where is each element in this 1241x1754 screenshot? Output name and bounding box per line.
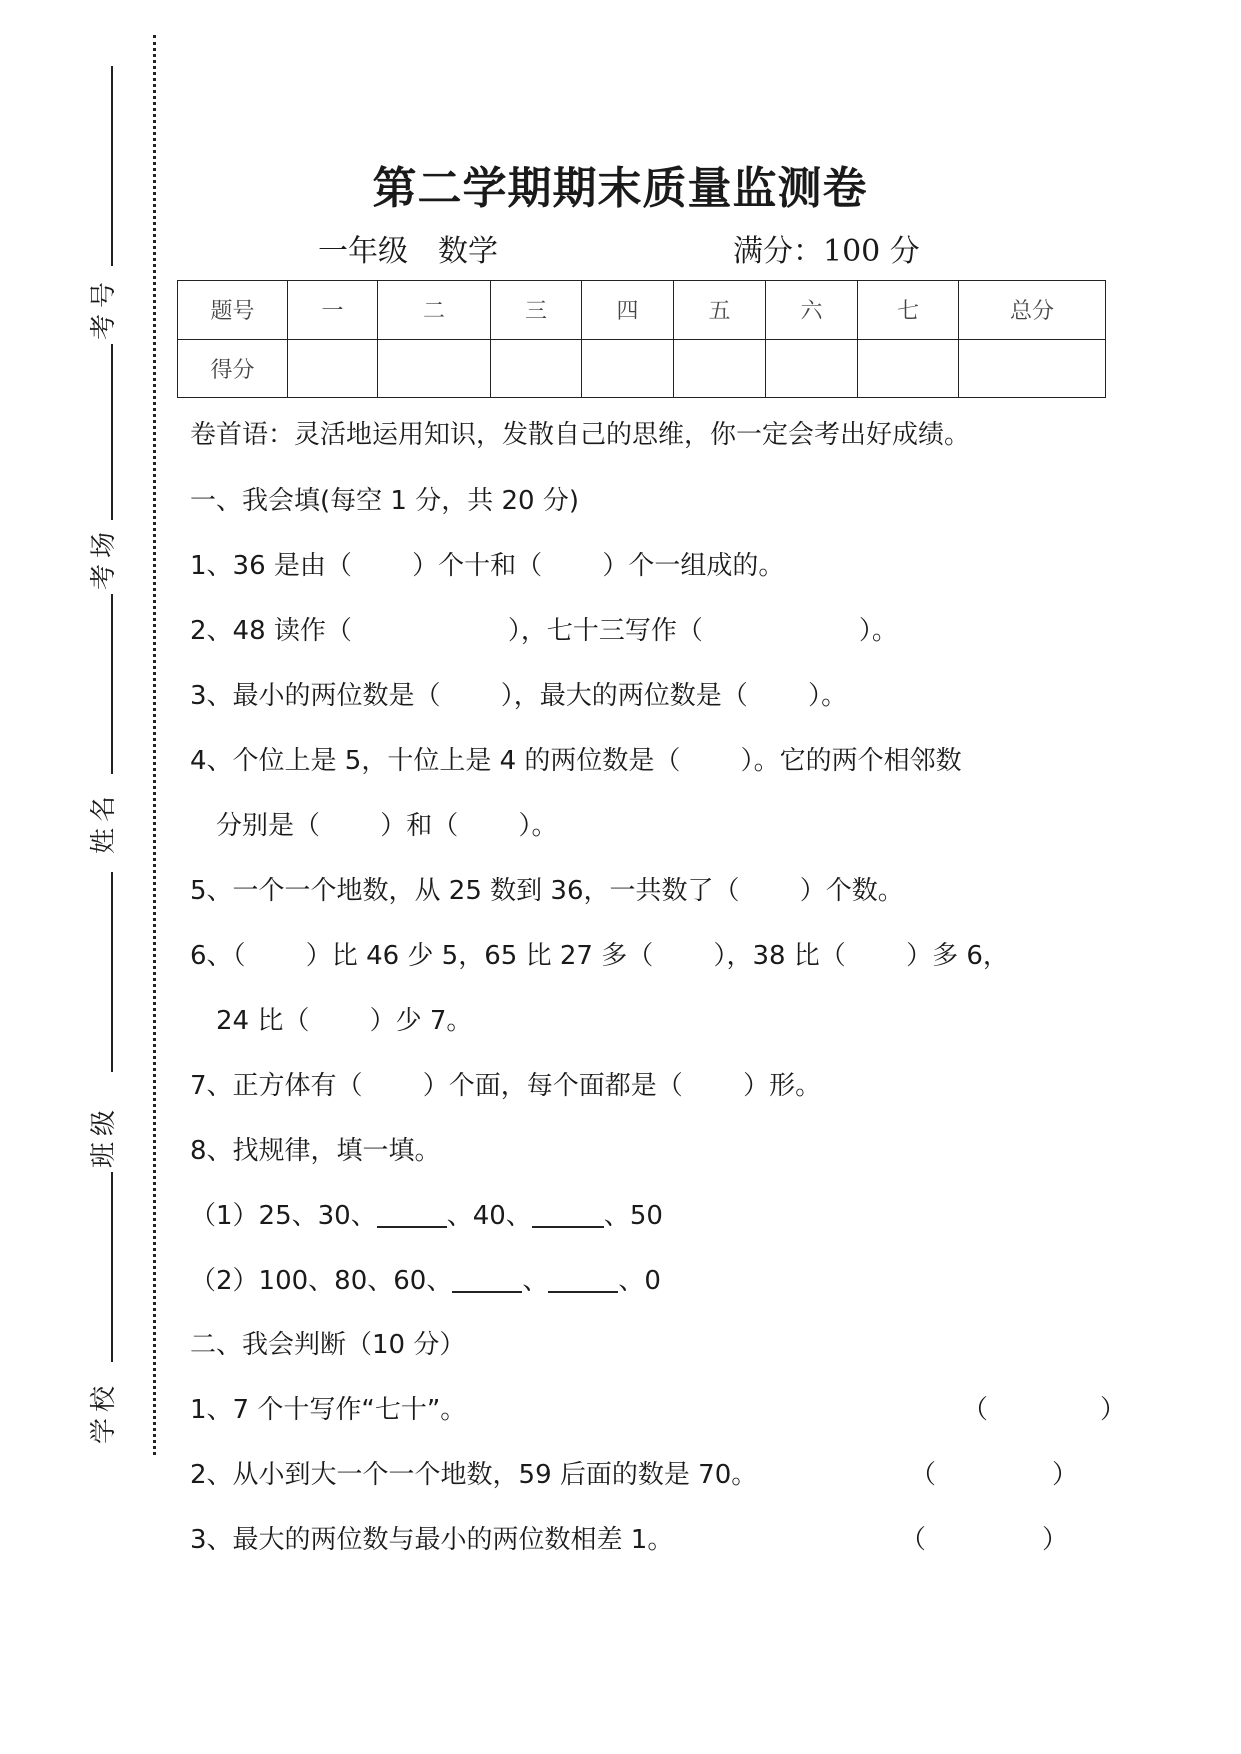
- pattern-2-suffix: 、0: [618, 1266, 661, 1296]
- s1-question-1: 1、36 是由（ ）个十和（ ）个一组成的。: [190, 551, 785, 581]
- score-cell-4[interactable]: [582, 339, 674, 398]
- score-cell-7[interactable]: [858, 339, 959, 398]
- s1-question-6-cont: 24 比（ ）少 7。: [190, 1006, 473, 1036]
- pattern-1-blank-a[interactable]: [377, 1200, 447, 1228]
- s2-item-1-paren-left[interactable]: （: [962, 1395, 989, 1425]
- grade-subject: 一年级 数学: [318, 234, 498, 269]
- s1-question-2: 2、48 读作（ ），七十三写作（ ）。: [190, 616, 898, 646]
- s1-question-4-cont: 分别是（ ）和（ ）。: [190, 811, 558, 841]
- header-cell-total: 总分: [959, 281, 1106, 340]
- header-cell-3: 三: [491, 281, 582, 340]
- s2-item-1-paren-right[interactable]: ）: [1100, 1395, 1127, 1425]
- pattern-2-blank-b[interactable]: [548, 1265, 618, 1293]
- pattern-1-suffix: 、50: [603, 1201, 663, 1231]
- field-line-exam-number[interactable]: [111, 66, 113, 266]
- header-cell-4: 四: [582, 281, 674, 340]
- s2-item-1: 1、7 个十写作“七十”。: [190, 1395, 467, 1425]
- score-cell-total[interactable]: [959, 339, 1106, 398]
- header-cell-7: 七: [858, 281, 959, 340]
- label-exam-number: 考号: [89, 275, 119, 340]
- score-cell-5[interactable]: [674, 339, 766, 398]
- s2-item-2-paren-left[interactable]: （: [910, 1460, 937, 1490]
- score-table-score-row: [178, 339, 1106, 398]
- pattern-row-1: [190, 1195, 663, 1232]
- pattern-2-blank-a[interactable]: [452, 1265, 522, 1293]
- score-cell-3[interactable]: [491, 339, 582, 398]
- s1-question-7: 7、正方体有（ ）个面，每个面都是（ ）形。: [190, 1071, 822, 1101]
- pattern-row-2: [190, 1260, 661, 1297]
- pattern-2-mid: 、: [522, 1266, 549, 1296]
- s1-question-6: 6、（ ）比 46 少 5，65 比 27 多（ ），38 比（ ）多 6，: [190, 941, 1009, 971]
- full-mark: 满分：100 分: [733, 234, 920, 269]
- section1-heading: 一、我会填(每空 1 分，共 20 分): [190, 486, 579, 516]
- s1-question-3: 3、最小的两位数是（ ），最大的两位数是（ ）。: [190, 681, 848, 711]
- label-school: 学校: [89, 1379, 119, 1444]
- intro-text: 卷首语：灵活地运用知识，发散自己的思维，你一定会考出好成绩。: [190, 420, 971, 450]
- pattern-1-mid: 、40、: [446, 1201, 532, 1231]
- header-cell-6: 六: [766, 281, 858, 340]
- s1-question-8: 8、找规律，填一填。: [190, 1136, 441, 1166]
- section2-heading: 二、我会判断（10 分）: [190, 1330, 466, 1360]
- pattern-1-prefix: （1）25、30、: [190, 1201, 377, 1231]
- score-cell-2[interactable]: [378, 339, 491, 398]
- score-table-header-row: [178, 281, 1106, 340]
- label-name: 姓名: [89, 789, 119, 854]
- field-line-exam-room[interactable]: [111, 344, 113, 520]
- pattern-1-blank-b[interactable]: [532, 1200, 604, 1228]
- s2-item-3-paren-right[interactable]: ）: [1042, 1525, 1069, 1555]
- s2-item-2-paren-right[interactable]: ）: [1052, 1460, 1079, 1490]
- header-cell-5: 五: [674, 281, 766, 340]
- s1-question-5: 5、一个一个地数，从 25 数到 36，一共数了（ ）个数。: [190, 876, 904, 906]
- exam-title: 第二学期期末质量监测卷: [372, 163, 868, 214]
- s1-question-4: 4、个位上是 5，十位上是 4 的两位数是（ ）。它的两个相邻数: [190, 746, 962, 776]
- binding-margin: [0, 0, 160, 1754]
- pattern-2-prefix: （2）100、80、60、: [190, 1266, 453, 1296]
- header-cell-question-no: 题号: [178, 281, 288, 340]
- s2-item-3-paren-left[interactable]: （: [900, 1525, 927, 1555]
- header-cell-2: 二: [378, 281, 491, 340]
- field-line-school[interactable]: [111, 1172, 113, 1362]
- dotted-cut-line: [153, 35, 156, 1455]
- score-cell-1[interactable]: [288, 339, 378, 398]
- label-exam-room: 考场: [89, 525, 119, 590]
- score-cell-6[interactable]: [766, 339, 858, 398]
- score-table: [177, 280, 1106, 398]
- s2-item-3: 3、最大的两位数与最小的两位数相差 1。: [190, 1525, 674, 1555]
- row-label-score: 得分: [178, 339, 288, 398]
- header-cell-1: 一: [288, 281, 378, 340]
- field-line-name[interactable]: [111, 594, 113, 774]
- label-class: 班级: [89, 1103, 119, 1168]
- field-line-class[interactable]: [111, 872, 113, 1072]
- s2-item-2: 2、从小到大一个一个地数，59 后面的数是 70。: [190, 1460, 758, 1490]
